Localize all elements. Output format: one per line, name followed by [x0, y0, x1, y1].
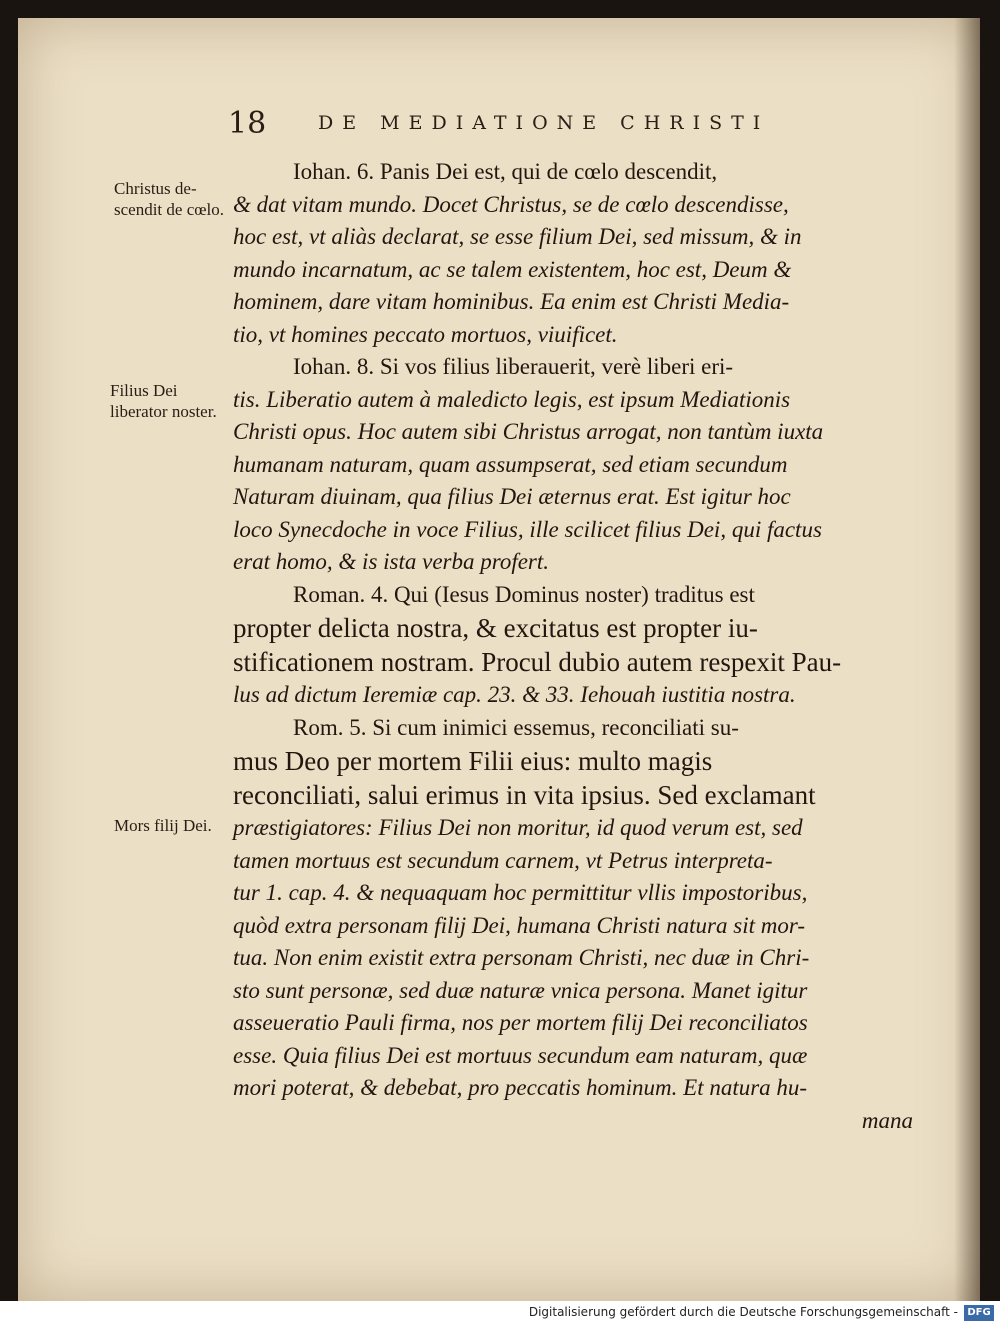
text-line: tur 1. cap. 4. & nequaquam hoc permittitur vllis impostoribus, [233, 880, 808, 905]
catchword: mana [861, 1107, 913, 1133]
text-line: humanam naturam, quam assumpserat, sed etiam secundum [233, 451, 788, 477]
text-line: tamen mortuus est secundum carnem, vt Petrus interpreta- [233, 847, 773, 873]
margin-note: Christus de- scendit de cœlo. [114, 179, 224, 219]
text-line: sto sunt personæ, sed duæ naturæ vnica persona. Manet igitur [233, 977, 808, 1003]
text-line: lus ad dictum Ieremiæ cap. 23. & 33. Iehouah iustitia nostra. [233, 682, 796, 707]
book-page [18, 18, 980, 1301]
text-line: tua. Non enim existit extra personam Christi, nec duæ in Chri- [233, 945, 810, 970]
text-line: propter delicta nostra, & excitatus est propter iu- [233, 613, 758, 643]
margin-note: Filius Dei liberator noster. [110, 381, 217, 421]
page-spine-shadow [954, 18, 980, 1301]
text-line: stificationem nostram. Procul dubio autem respexit Pau- [233, 647, 842, 677]
text-line: tio, vt homines peccato mortuos, viuificet. [233, 321, 618, 347]
credit-bar [0, 1301, 1000, 1325]
text-line: hominem, dare vitam hominibus. Ea enim est Christi Media- [233, 289, 790, 314]
text-line: mus Deo per mortem Filii eius: multo magis [233, 746, 713, 776]
text-line: loco Synecdoche in voce Filius, ille scilicet filius Dei, qui factus [233, 516, 822, 542]
credit-text: Digitalisierung gefördert durch die Deutsche Forschungsgemeinschaft - [528, 1305, 958, 1319]
text-line: asseueratio Pauli firma, nos per mortem filij Dei reconciliatos [233, 1010, 808, 1035]
text-line: hoc est, vt aliàs declarat, se esse filium Dei, sed missum, & in [233, 224, 802, 249]
text-line: mundo incarnatum, ac se talem existentem, hoc est, Deum & [233, 256, 792, 282]
running-head [18, 106, 980, 146]
page-number: 18 [228, 106, 267, 141]
text-line: Iohan. 6. Panis Dei est, qui de cœlo descendit, [293, 159, 718, 184]
text-line: Iohan. 8. Si vos filius liberauerit, verè liberi eri- [293, 354, 734, 379]
text-line: esse. Quia filius Dei est mortuus secundum eam naturam, quæ [233, 1042, 808, 1068]
body-text [233, 156, 913, 1137]
margin-note: Mors filij Dei. [114, 816, 212, 835]
text-line: & dat vitam mundo. Docet Christus, se de cœlo descendisse, [233, 191, 789, 217]
text-line: tis. Liberatio autem à maledicto legis, est ipsum Mediationis [233, 386, 791, 412]
text-line: Roman. 4. Qui (Iesus Dominus noster) traditus est [293, 581, 755, 607]
text-line: mori poterat, & debebat, pro peccatis hominum. Et natura hu- [233, 1075, 808, 1100]
text-line: reconciliati, salui erimus in vita ipsius. Sed exclamant [233, 780, 816, 810]
text-line: erat homo, & is ista verba profert. [233, 549, 550, 574]
text-line: Naturam diuinam, qua filius Dei æternus erat. Est igitur hoc [233, 484, 791, 509]
dfg-logo-icon: DFG [964, 1305, 994, 1321]
running-title: DE MEDIATIONE CHRISTI [318, 112, 770, 134]
text-line: Christi opus. Hoc autem sibi Christus arrogat, non tantùm iuxta [233, 419, 824, 444]
text-line: Rom. 5. Si cum inimici essemus, reconciliati su- [293, 714, 739, 740]
text-line: quòd extra personam filij Dei, humana Christi natura sit mor- [233, 912, 805, 938]
text-line: præstigiatores: Filius Dei non moritur, id quod verum est, sed [233, 815, 803, 840]
